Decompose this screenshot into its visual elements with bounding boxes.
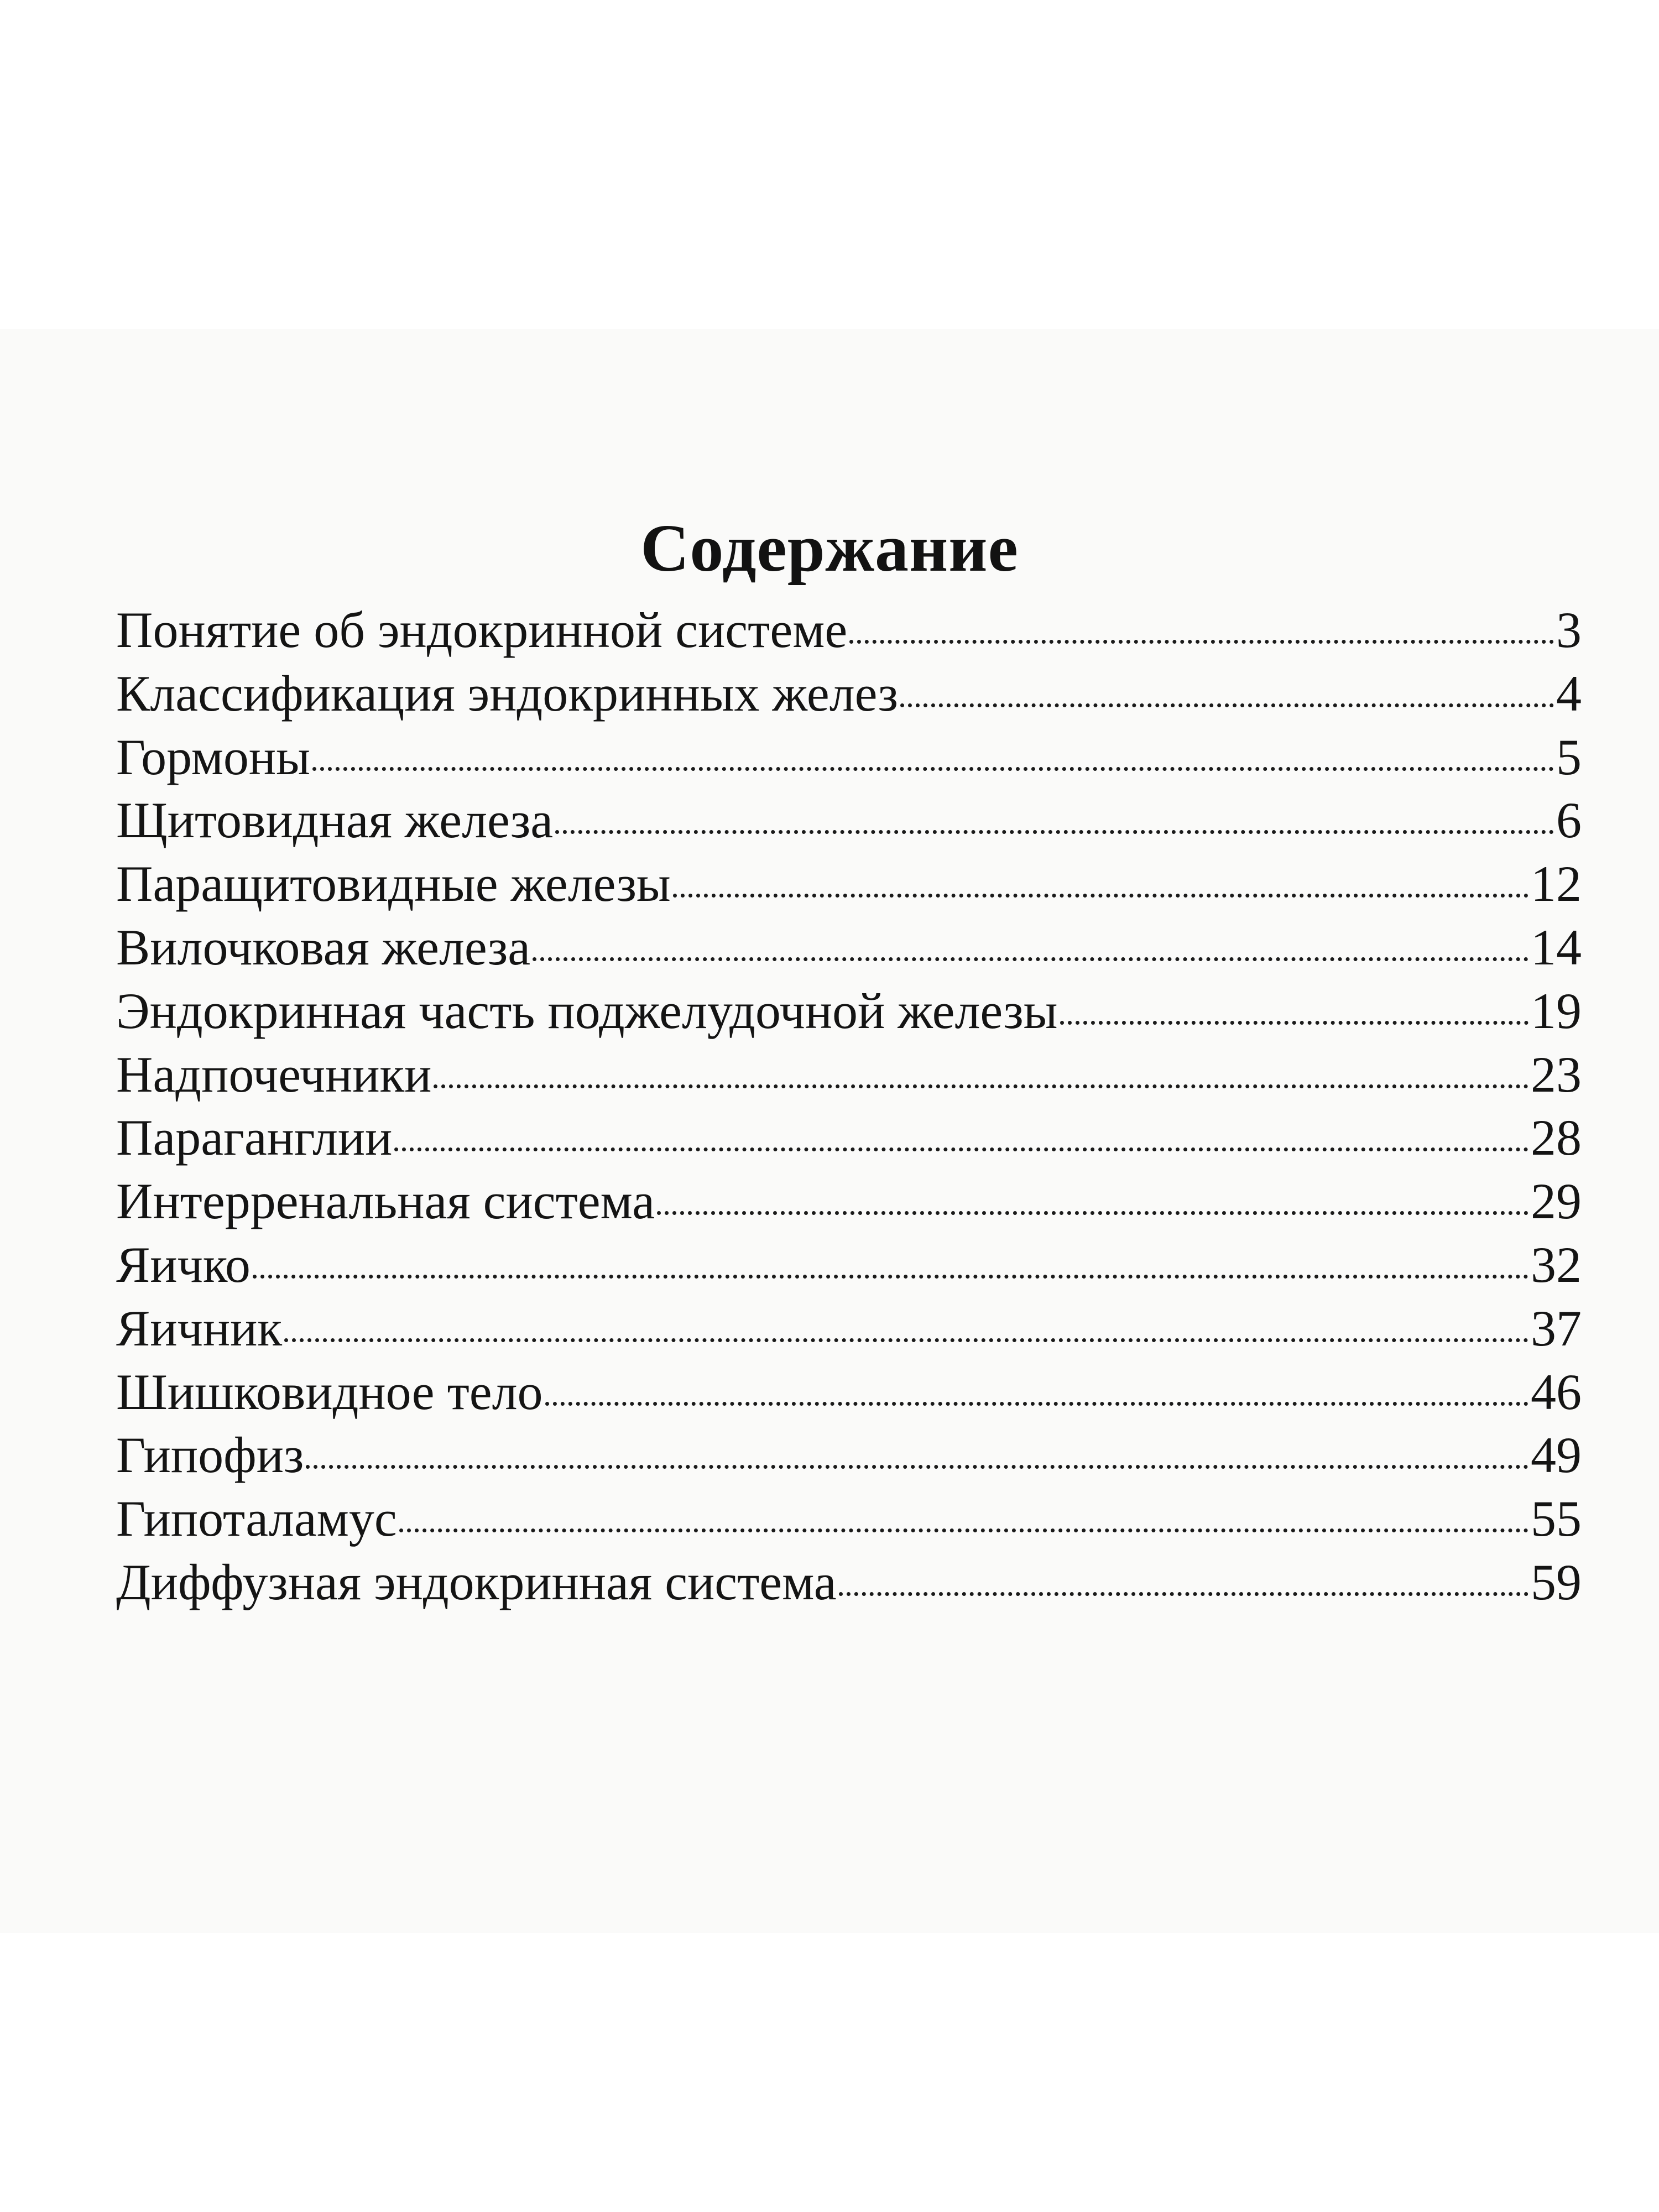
- toc-entry-page: 19: [1531, 982, 1582, 1039]
- dot-leader: [900, 703, 1554, 707]
- dot-leader: [839, 1592, 1528, 1596]
- toc-entry[interactable]: [116, 1423, 1582, 1487]
- toc-entry-page: 55: [1531, 1490, 1582, 1547]
- toc-entry-page: 32: [1531, 1236, 1582, 1293]
- dot-leader: [253, 1275, 1528, 1279]
- dot-leader: [849, 640, 1554, 644]
- toc-entry-title: Щитовидная железа: [116, 792, 554, 849]
- toc-entry-title: Яичко: [116, 1236, 251, 1293]
- toc-entry[interactable]: [116, 1233, 1582, 1297]
- toc-entry-page: 3: [1556, 602, 1582, 658]
- toc-entry-title: Паращитовидные железы: [116, 855, 671, 912]
- toc-entry-title: Надпочечники: [116, 1046, 432, 1103]
- toc-entry-page: 37: [1531, 1300, 1582, 1357]
- toc-entry-title: Понятие об эндокринной системе: [116, 602, 848, 658]
- toc-entry-title: Вилочковая железа: [116, 919, 531, 975]
- toc-entry-title: Параганглии: [116, 1109, 393, 1166]
- dot-leader: [284, 1338, 1528, 1342]
- dot-leader: [533, 957, 1528, 961]
- dot-leader: [555, 830, 1554, 834]
- toc-entry-page: 59: [1531, 1553, 1582, 1610]
- dot-leader: [673, 894, 1528, 898]
- toc-entry-title: Гипоталамус: [116, 1490, 397, 1547]
- toc-entry-title: Яичник: [116, 1300, 283, 1357]
- toc-entry-title: Интерренальная система: [116, 1173, 655, 1230]
- toc-entry[interactable]: [116, 1297, 1582, 1360]
- toc-entry-title: Эндокринная часть поджелудочной железы: [116, 982, 1058, 1039]
- toc-entry-page: 5: [1556, 728, 1582, 785]
- toc-entry[interactable]: [116, 852, 1582, 916]
- toc-entry-page: 4: [1556, 665, 1582, 722]
- dot-leader: [1060, 1021, 1529, 1025]
- dot-leader: [434, 1084, 1528, 1088]
- toc-entry[interactable]: [116, 726, 1582, 789]
- toc-entry[interactable]: [116, 789, 1582, 852]
- toc-entry-page: 29: [1531, 1173, 1582, 1230]
- toc-entry-title: Шишковидное тело: [116, 1363, 543, 1420]
- dot-leader: [657, 1211, 1528, 1215]
- toc-entry-title: Гипофиз: [116, 1427, 304, 1484]
- toc-entry-page: 6: [1556, 792, 1582, 849]
- toc-entry-page: 28: [1531, 1109, 1582, 1166]
- toc-entry[interactable]: [116, 1106, 1582, 1170]
- toc-entry-page: 23: [1531, 1046, 1582, 1103]
- page-title: Содержание: [640, 510, 1019, 586]
- toc-entry[interactable]: [116, 1551, 1582, 1614]
- toc-entry[interactable]: [116, 979, 1582, 1043]
- table-of-contents: [116, 598, 1582, 1614]
- toc-entry-page: 12: [1531, 855, 1582, 912]
- toc-entry-title: Классификация эндокринных желез: [116, 665, 898, 722]
- toc-entry[interactable]: [116, 1170, 1582, 1233]
- dot-leader: [306, 1465, 1528, 1469]
- toc-entry[interactable]: [116, 598, 1582, 662]
- toc-entry[interactable]: [116, 1043, 1582, 1107]
- toc-entry[interactable]: [116, 1487, 1582, 1551]
- dot-leader: [394, 1147, 1528, 1151]
- toc-entry[interactable]: [116, 662, 1582, 726]
- toc-entry-page: 46: [1531, 1363, 1582, 1420]
- toc-entry-page: 49: [1531, 1427, 1582, 1484]
- toc-entry[interactable]: [116, 1360, 1582, 1424]
- dot-leader: [399, 1528, 1528, 1532]
- toc-entry-title: Гормоны: [116, 728, 310, 785]
- toc-entry-title: Диффузная эндокринная система: [116, 1553, 837, 1610]
- toc-entry-page: 14: [1531, 919, 1582, 975]
- dot-leader: [312, 767, 1554, 771]
- dot-leader: [545, 1402, 1528, 1406]
- toc-entry[interactable]: [116, 916, 1582, 979]
